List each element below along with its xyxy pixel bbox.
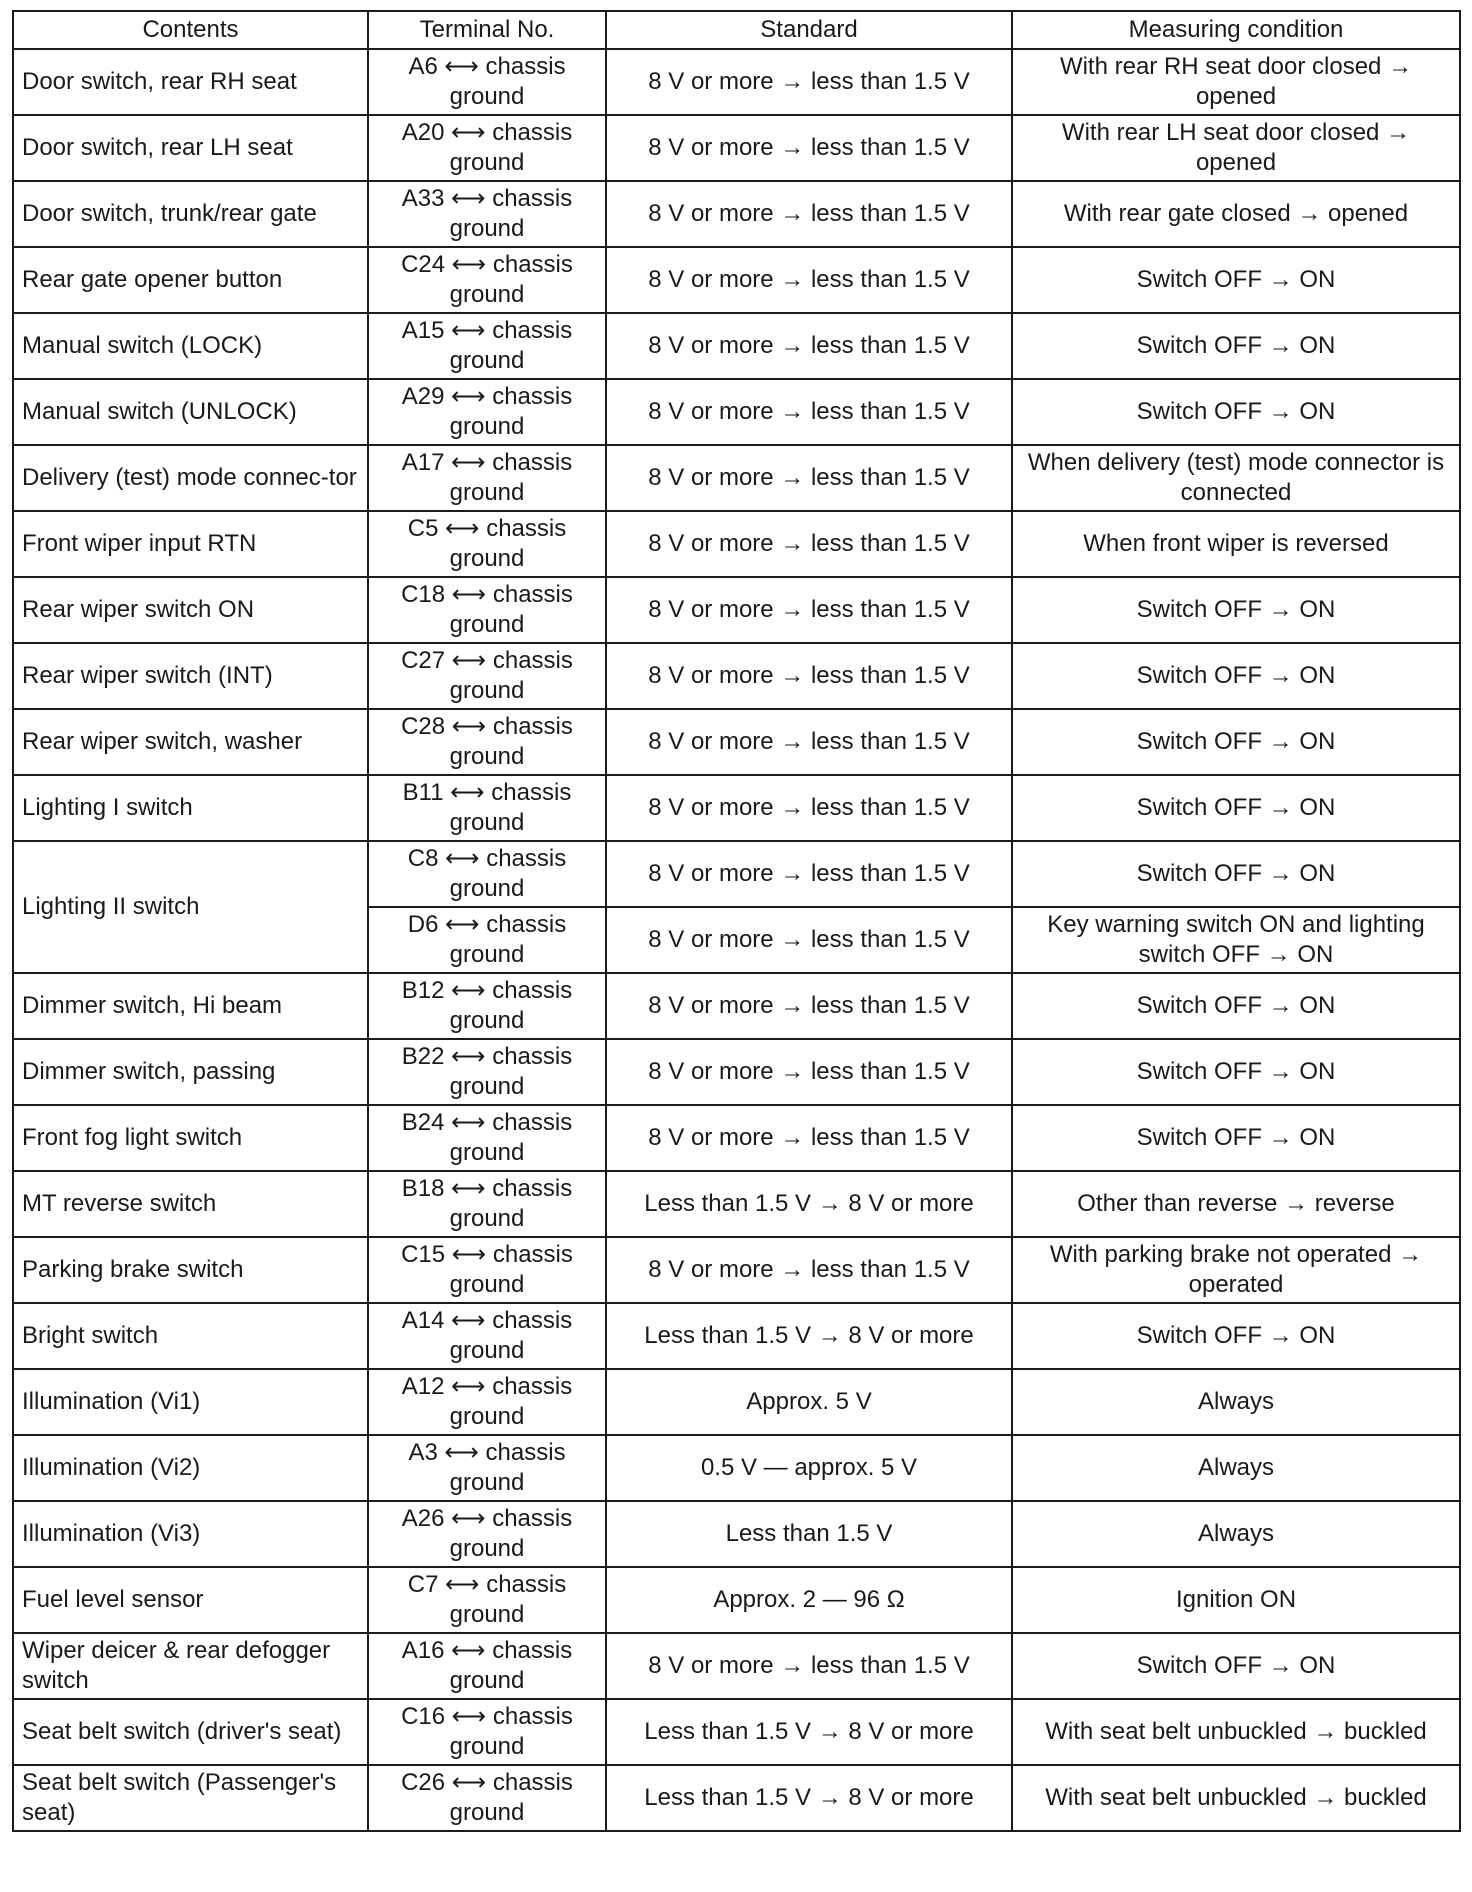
cell-contents: Lighting II switch [13,841,368,973]
terminal-ground: ground [449,611,525,638]
terminal-ground: ground [449,1073,525,1100]
header-contents: Contents [13,11,368,49]
terminal-pin: A26 ⟷ chassis [401,1505,573,1532]
cell-standard: Less than 1.5 V → 8 V or more [606,1699,1012,1765]
cell-standard: 8 V or more → less than 1.5 V [606,49,1012,115]
terminal-pin: A6 ⟷ chassis [408,53,566,80]
cell-standard: 8 V or more → less than 1.5 V [606,973,1012,1039]
cell-condition: Switch OFF → ON [1012,1105,1460,1171]
terminal-ground: ground [449,743,525,770]
terminal-ground: ground [449,1733,525,1760]
cell-contents: Rear wiper switch ON [13,577,368,643]
cell-standard: 8 V or more → less than 1.5 V [606,181,1012,247]
terminal-pin: C18 ⟷ chassis [401,581,573,608]
cell-contents: Door switch, rear RH seat [13,49,368,115]
cell-terminal [368,1303,606,1369]
cell-standard: Approx. 2 — 96 Ω [606,1567,1012,1633]
terminal-pin: B22 ⟷ chassis [401,1043,573,1070]
table-row [13,445,1460,511]
table-row [13,181,1460,247]
cell-condition: Always [1012,1369,1460,1435]
cell-standard: 8 V or more → less than 1.5 V [606,247,1012,313]
cell-condition: Switch OFF → ON [1012,709,1460,775]
cell-contents: MT reverse switch [13,1171,368,1237]
terminal-pin: A14 ⟷ chassis [401,1307,573,1334]
cell-terminal [368,115,606,181]
cell-contents: Seat belt switch (driver's seat) [13,1699,368,1765]
header-condition: Measuring condition [1012,11,1460,49]
table-header [13,11,1460,49]
cell-terminal [368,709,606,775]
terminal-ground: ground [449,1007,525,1034]
cell-contents: Door switch, rear LH seat [13,115,368,181]
cell-terminal [368,1435,606,1501]
cell-condition: Switch OFF → ON [1012,313,1460,379]
cell-standard: 8 V or more → less than 1.5 V [606,841,1012,907]
terminal-pin: B24 ⟷ chassis [401,1109,573,1136]
cell-standard: 8 V or more → less than 1.5 V [606,709,1012,775]
terminal-pin: A3 ⟷ chassis [408,1439,566,1466]
terminal-pin: A12 ⟷ chassis [401,1373,573,1400]
table-row [13,643,1460,709]
cell-contents: Manual switch (UNLOCK) [13,379,368,445]
table-row [13,1633,1460,1699]
cell-terminal [368,1105,606,1171]
table-row [13,1369,1460,1435]
table-row [13,1237,1460,1303]
cell-contents: Dimmer switch, Hi beam [13,973,368,1039]
cell-condition: Switch OFF → ON [1012,841,1460,907]
terminal-pin: A15 ⟷ chassis [401,317,573,344]
cell-condition: Ignition ON [1012,1567,1460,1633]
cell-contents: Bright switch [13,1303,368,1369]
cell-standard: 8 V or more → less than 1.5 V [606,643,1012,709]
cell-contents: Delivery (test) mode connec-tor [13,445,368,511]
terminal-ground: ground [449,479,525,506]
table-row [13,115,1460,181]
cell-condition: Always [1012,1435,1460,1501]
header-terminal: Terminal No. [368,11,606,49]
cell-standard: 8 V or more → less than 1.5 V [606,775,1012,841]
terminal-pin: A16 ⟷ chassis [401,1637,573,1664]
terminal-ground: ground [449,1667,525,1694]
cell-standard: Less than 1.5 V → 8 V or more [606,1303,1012,1369]
cell-condition: Switch OFF → ON [1012,973,1460,1039]
cell-standard: 8 V or more → less than 1.5 V [606,1237,1012,1303]
cell-standard: Approx. 5 V [606,1369,1012,1435]
terminal-pin: C16 ⟷ chassis [401,1703,573,1730]
cell-terminal [368,1765,606,1831]
cell-condition: With parking brake not operated → operated [1012,1237,1460,1303]
terminal-pin: C7 ⟷ chassis [407,1571,567,1598]
table-row [13,1039,1460,1105]
table-row [13,313,1460,379]
cell-standard: 8 V or more → less than 1.5 V [606,313,1012,379]
cell-terminal [368,379,606,445]
terminal-pin: C8 ⟷ chassis [407,845,567,872]
terminal-ground: ground [449,875,525,902]
cell-terminal [368,313,606,379]
cell-condition: Switch OFF → ON [1012,577,1460,643]
cell-condition: When delivery (test) mode connector is connected [1012,445,1460,511]
cell-contents: Front wiper input RTN [13,511,368,577]
cell-terminal [368,907,606,973]
terminal-ground: ground [449,1139,525,1166]
cell-terminal [368,577,606,643]
cell-contents: Wiper deicer & rear defogger switch [13,1633,368,1699]
table-body [13,49,1460,1831]
cell-contents: Front fog light switch [13,1105,368,1171]
terminal-ground: ground [449,1271,525,1298]
cell-terminal [368,181,606,247]
terminal-pin: C26 ⟷ chassis [401,1769,573,1796]
table-row [13,1501,1460,1567]
cell-standard: 8 V or more → less than 1.5 V [606,1105,1012,1171]
terminal-ground: ground [449,149,525,176]
terminal-pin: B12 ⟷ chassis [401,977,573,1004]
table-row [13,1765,1460,1831]
cell-condition: Switch OFF → ON [1012,1303,1460,1369]
cell-standard: 8 V or more → less than 1.5 V [606,1039,1012,1105]
cell-contents: Door switch, trunk/rear gate [13,181,368,247]
cell-condition: With rear LH seat door closed → opened [1012,115,1460,181]
cell-contents: Illumination (Vi1) [13,1369,368,1435]
cell-terminal [368,841,606,907]
cell-standard: 8 V or more → less than 1.5 V [606,511,1012,577]
table-row [13,577,1460,643]
cell-condition: Key warning switch ON and lighting switch OFF → ON [1012,907,1460,973]
cell-terminal [368,973,606,1039]
terminal-ground: ground [449,215,525,242]
table-row [13,775,1460,841]
terminal-pin: A29 ⟷ chassis [401,383,573,410]
terminal-pin: C15 ⟷ chassis [401,1241,573,1268]
cell-terminal [368,1699,606,1765]
cell-condition: Switch OFF → ON [1012,1633,1460,1699]
cell-terminal [368,49,606,115]
cell-condition: With rear RH seat door closed → opened [1012,49,1460,115]
terminal-pin: D6 ⟷ chassis [407,911,567,938]
cell-terminal [368,511,606,577]
cell-standard: 8 V or more → less than 1.5 V [606,445,1012,511]
terminal-pin: C5 ⟷ chassis [407,515,567,542]
cell-terminal [368,445,606,511]
cell-contents: Dimmer switch, passing [13,1039,368,1105]
terminal-spec-table [12,10,1461,1832]
table-row [13,511,1460,577]
table-row [13,973,1460,1039]
cell-standard: Less than 1.5 V → 8 V or more [606,1765,1012,1831]
cell-condition: Switch OFF → ON [1012,247,1460,313]
table-row [13,709,1460,775]
terminal-ground: ground [449,545,525,572]
terminal-pin: C24 ⟷ chassis [401,251,573,278]
terminal-pin: C28 ⟷ chassis [401,713,573,740]
terminal-ground: ground [449,1337,525,1364]
cell-contents: Rear wiper switch (INT) [13,643,368,709]
terminal-pin: B11 ⟷ chassis [402,779,572,806]
terminal-pin: C27 ⟷ chassis [401,647,573,674]
cell-contents: Fuel level sensor [13,1567,368,1633]
cell-terminal [368,1501,606,1567]
terminal-ground: ground [449,281,525,308]
terminal-ground: ground [449,1601,525,1628]
cell-contents: Rear gate opener button [13,247,368,313]
cell-terminal [368,1369,606,1435]
cell-terminal [368,1237,606,1303]
terminal-pin: A20 ⟷ chassis [401,119,573,146]
cell-contents: Seat belt switch (Passenger's seat) [13,1765,368,1831]
cell-contents: Lighting I switch [13,775,368,841]
cell-condition: With rear gate closed → opened [1012,181,1460,247]
cell-terminal [368,1567,606,1633]
cell-condition: With seat belt unbuckled → buckled [1012,1765,1460,1831]
cell-standard: 8 V or more → less than 1.5 V [606,577,1012,643]
terminal-pin: A17 ⟷ chassis [401,449,573,476]
cell-terminal [368,247,606,313]
cell-condition: Always [1012,1501,1460,1567]
cell-condition: Switch OFF → ON [1012,1039,1460,1105]
cell-condition: Other than reverse → reverse [1012,1171,1460,1237]
cell-terminal [368,775,606,841]
cell-contents: Illumination (Vi3) [13,1501,368,1567]
cell-condition: Switch OFF → ON [1012,775,1460,841]
table-row [13,1567,1460,1633]
terminal-ground: ground [449,1535,525,1562]
cell-terminal [368,1171,606,1237]
terminal-ground: ground [449,941,525,968]
terminal-ground: ground [449,1403,525,1430]
cell-condition: When front wiper is reversed [1012,511,1460,577]
terminal-pin: A33 ⟷ chassis [401,185,573,212]
terminal-ground: ground [449,677,525,704]
terminal-ground: ground [449,1799,525,1826]
cell-terminal [368,1633,606,1699]
cell-contents: Parking brake switch [13,1237,368,1303]
table-row [13,1303,1460,1369]
cell-standard: Less than 1.5 V → 8 V or more [606,1171,1012,1237]
table-row [13,1699,1460,1765]
table-row [13,1171,1460,1237]
table-row [13,841,1460,907]
header-standard: Standard [606,11,1012,49]
header-row [13,11,1460,49]
table-row [13,1435,1460,1501]
cell-condition: Switch OFF → ON [1012,379,1460,445]
terminal-ground: ground [449,347,525,374]
terminal-ground: ground [449,1205,525,1232]
cell-standard: 8 V or more → less than 1.5 V [606,115,1012,181]
cell-condition: With seat belt unbuckled → buckled [1012,1699,1460,1765]
cell-standard: Less than 1.5 V [606,1501,1012,1567]
cell-standard: 8 V or more → less than 1.5 V [606,907,1012,973]
terminal-ground: ground [449,809,525,836]
terminal-pin: B18 ⟷ chassis [401,1175,573,1202]
cell-standard: 8 V or more → less than 1.5 V [606,379,1012,445]
cell-condition: Switch OFF → ON [1012,643,1460,709]
cell-contents: Manual switch (LOCK) [13,313,368,379]
table-row [13,1105,1460,1171]
terminal-ground: ground [449,83,525,110]
cell-contents: Rear wiper switch, washer [13,709,368,775]
table-row [13,247,1460,313]
table-row [13,379,1460,445]
terminal-ground: ground [449,1469,525,1496]
cell-terminal [368,1039,606,1105]
cell-standard: 0.5 V — approx. 5 V [606,1435,1012,1501]
table-row [13,49,1460,115]
cell-contents: Illumination (Vi2) [13,1435,368,1501]
terminal-ground: ground [449,413,525,440]
cell-terminal [368,643,606,709]
cell-standard: 8 V or more → less than 1.5 V [606,1633,1012,1699]
